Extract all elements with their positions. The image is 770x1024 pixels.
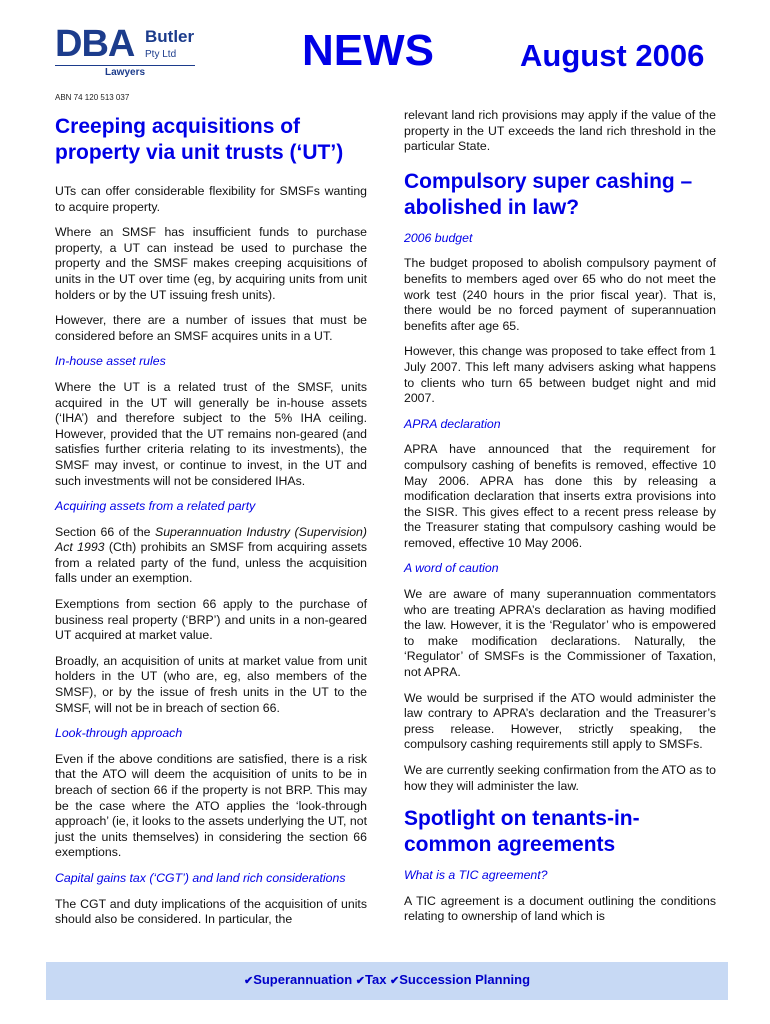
paragraph: We are aware of many superannuation commentators who are treating APRA’s declaration as having modified the law. However, it is the ‘Regulator’ who is empowered to make modification declarations. Naturally, the ‘Regulator’ of SMSFs is the Commissioner of Taxation, not APRA. (404, 587, 716, 680)
paragraph: Even if the above conditions are satisfied, there is a risk that the ATO will deem the acquisition of units to be in breach of section 66 if the property is not BRP. This may be the case where the ATO applies the ‘look-through approach’ (ie, it looks to the assets underlying the UT, not just the units themselves) in considering the section 66 exemptions. (55, 751, 367, 860)
subheading-word-of-caution: A word of caution (404, 561, 499, 576)
subheading-2006-budget: 2006 budget (404, 230, 473, 245)
footer-services (46, 972, 728, 987)
paragraph: We would be surprised if the ATO would administer the law contrary to APRA’s declaration and the Treasurer’s press release. However, strictly speaking, the compulsory cashing requirements still apply to SMSFs. (404, 690, 716, 752)
footer-banner (46, 962, 728, 1000)
paragraph: Exemptions from section 66 apply to the purchase of business real property (‘BRP’) and units in a non-geared UT acquired at market value. (55, 597, 367, 643)
paragraph: Where an SMSF has insufficient funds to purchase property, a UT can instead be used to purchase the property and the SMSF makes creeping acquisitions of units in the UT over time (eg, by acquiring units from unit holders or by the UT issuing fresh units). (55, 225, 367, 302)
paragraph: A TIC agreement is a document outlining the conditions relating to ownership of land which is (404, 893, 716, 924)
footer-item-superannuation: Superannuation (253, 972, 353, 987)
article-title-compulsory-super: Compulsory super cashing – abolished in law? (404, 169, 693, 219)
logo-divider (55, 65, 195, 66)
act-name: Superannuation Industry (Supervision) Act 1993 (55, 524, 367, 555)
logo-dba: DBA (55, 23, 135, 65)
right-column (404, 108, 716, 925)
paragraph: We are currently seeking confirmation from the ATO as to how they will administer the law. (404, 763, 716, 793)
subheading-apra-declaration: APRA declaration (404, 416, 501, 431)
paragraph: The budget proposed to abolish compulsory payment of benefits to members aged over 65 who do not meet the work test (240 hours in the prior fiscal year). That is, there would be no forced payment of superannuation benefits after age 65. (404, 256, 716, 333)
left-column (55, 108, 367, 928)
logo-ptyltd: Pty Ltd (145, 49, 177, 60)
abn-number: ABN 74 120 513 037 (55, 93, 130, 102)
paragraph: The CGT and duty implications of the acquisition of units should also be considered. In particular, the (55, 896, 367, 927)
paragraph: APRA have announced that the requirement for compulsory cashing of benefits is removed, effective 10 May 2006. APRA has done this by releasing a modification declaration that inserts extra provisions into the SISR. This gives effect to a recent press release by the Treasurer stating that compulsory cashing would be removed, effective 10 May 2006. (404, 442, 716, 550)
issue-date: August 2006 (520, 38, 705, 73)
text-span: (Cth) prohibits an SMSF from acquiring assets from a related party of the fund, unless the acquisition falls under an exemption. (55, 540, 368, 586)
checkmark-icon: ✔ (243, 975, 254, 987)
checkmark-icon: ✔ (390, 975, 400, 987)
subheading-inhouse-asset-rules: In-house asset rules (55, 354, 166, 369)
company-logo (55, 24, 205, 86)
article-title-tenants-in-common: Spotlight on tenants-in-common agreements (404, 807, 640, 857)
paragraph: However, this change was proposed to take effect from 1 July 2007. This left many advisers asking what happens to clients who turn 65 between budget night and mid 2007. (404, 344, 716, 406)
article-title-creeping-acquisitions: Creeping acquisitions of property via unit trusts (‘UT’) (55, 115, 344, 164)
paragraph: relevant land rich provisions may apply if the value of the property in the UT exceeds the land rich threshold in the particular State. (404, 108, 716, 154)
subheading-tic-agreement: What is a TIC agreement? (404, 868, 548, 883)
subheading-cgt: Capital gains tax (‘CGT’) and land rich considerations (55, 870, 346, 885)
paragraph: Where the UT is a related trust of the SMSF, units acquired in the UT will generally be in-house assets (‘IHA’) and therefore subject to the 5% IHA ceiling. However, provided that the UT remains non-geared (and satisfies further criteria relating to its investments), the SMSF may invest, or continue to invest, in the UT and such investments will not be considered IHAs. (55, 379, 367, 488)
footer-item-succession-planning: Succession Planning (399, 972, 531, 987)
paragraph (55, 525, 367, 587)
logo-butler: Butler (145, 27, 195, 46)
subheading-look-through: Look-through approach (55, 726, 183, 741)
text-span: Section 66 of the (55, 524, 155, 539)
checkmark-icon: ✔ (355, 975, 365, 987)
paragraph: UTs can offer considerable flexibility for SMSFs wanting to acquire property. (55, 184, 367, 214)
logo-lawyers: Lawyers (105, 67, 146, 78)
footer-item-tax: Tax (364, 972, 387, 987)
paragraph: Broadly, an acquisition of units at market value from unit holders in the UT (who are, eg, also members of the SMSF), or by the issue of fresh units in the UT to the SMSF, will not be in breach of section 66. (55, 653, 367, 715)
newsletter-title: NEWS (302, 26, 434, 75)
paragraph: However, there are a number of issues that must be considered before an SMSF acquires units in a UT. (55, 313, 367, 343)
subheading-acquiring-assets: Acquiring assets from a related party (55, 499, 256, 514)
